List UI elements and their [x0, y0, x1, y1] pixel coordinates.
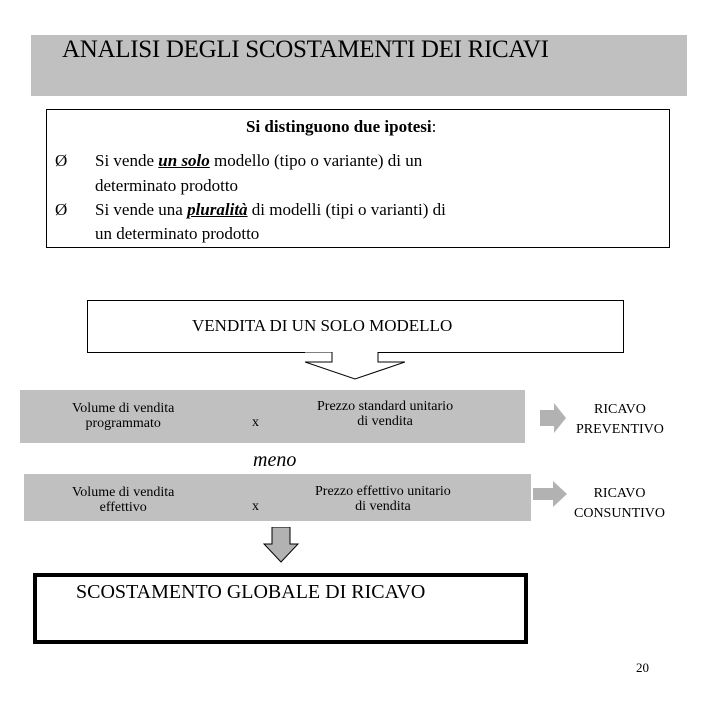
volume-label-actual: Volume di vendita effettivo: [72, 485, 175, 515]
arrow-down-outline-icon: [305, 352, 405, 380]
page-number: 20: [636, 660, 649, 675]
intro-heading-colon: :: [431, 117, 437, 136]
arrow-right-icon: [540, 403, 566, 433]
single-model-label: VENDITA DI UN SOLO MODELLO: [192, 316, 453, 335]
result-label-budget: RICAVO PREVENTIVO: [576, 402, 664, 437]
minus-label: meno: [253, 449, 297, 471]
volume-label-budget: Volume di vendita programmato: [72, 401, 175, 431]
bullet-1-line-1: Si vende un solo modello (tipo o variante) di un: [95, 151, 423, 170]
arrow-right-icon: [533, 481, 567, 507]
arrow-down-icon: [263, 527, 299, 563]
price-label-actual: Prezzo effettivo unitario di vendita: [315, 484, 451, 514]
intro-heading-text: Si distinguono due ipotesi: [246, 117, 432, 136]
bullet-2-emphasis: pluralità: [187, 200, 248, 219]
multiply-operator: x: [252, 415, 259, 430]
bullet-2-line-2: un determinato prodotto: [95, 224, 260, 243]
bullet-arrow-icon: Ø: [55, 151, 68, 170]
intro-heading: [246, 117, 436, 137]
multiply-operator: x: [252, 499, 259, 514]
bullet-2-line-1: Si vende una pluralità di modelli (tipi o varianti) di: [95, 200, 446, 219]
global-variance-label: SCOSTAMENTO GLOBALE DI RICAVO: [76, 581, 426, 603]
bullet-1-emphasis: un solo: [158, 151, 210, 170]
bullet-arrow-icon: Ø: [55, 200, 68, 219]
page-title: ANALISI DEGLI SCOSTAMENTI DEI RICAVI: [62, 36, 549, 63]
price-label-standard: Prezzo standard unitario di vendita: [317, 399, 454, 429]
result-label-actual: RICAVO CONSUNTIVO: [574, 486, 665, 521]
bullet-1-line-2: determinato prodotto: [95, 176, 239, 195]
